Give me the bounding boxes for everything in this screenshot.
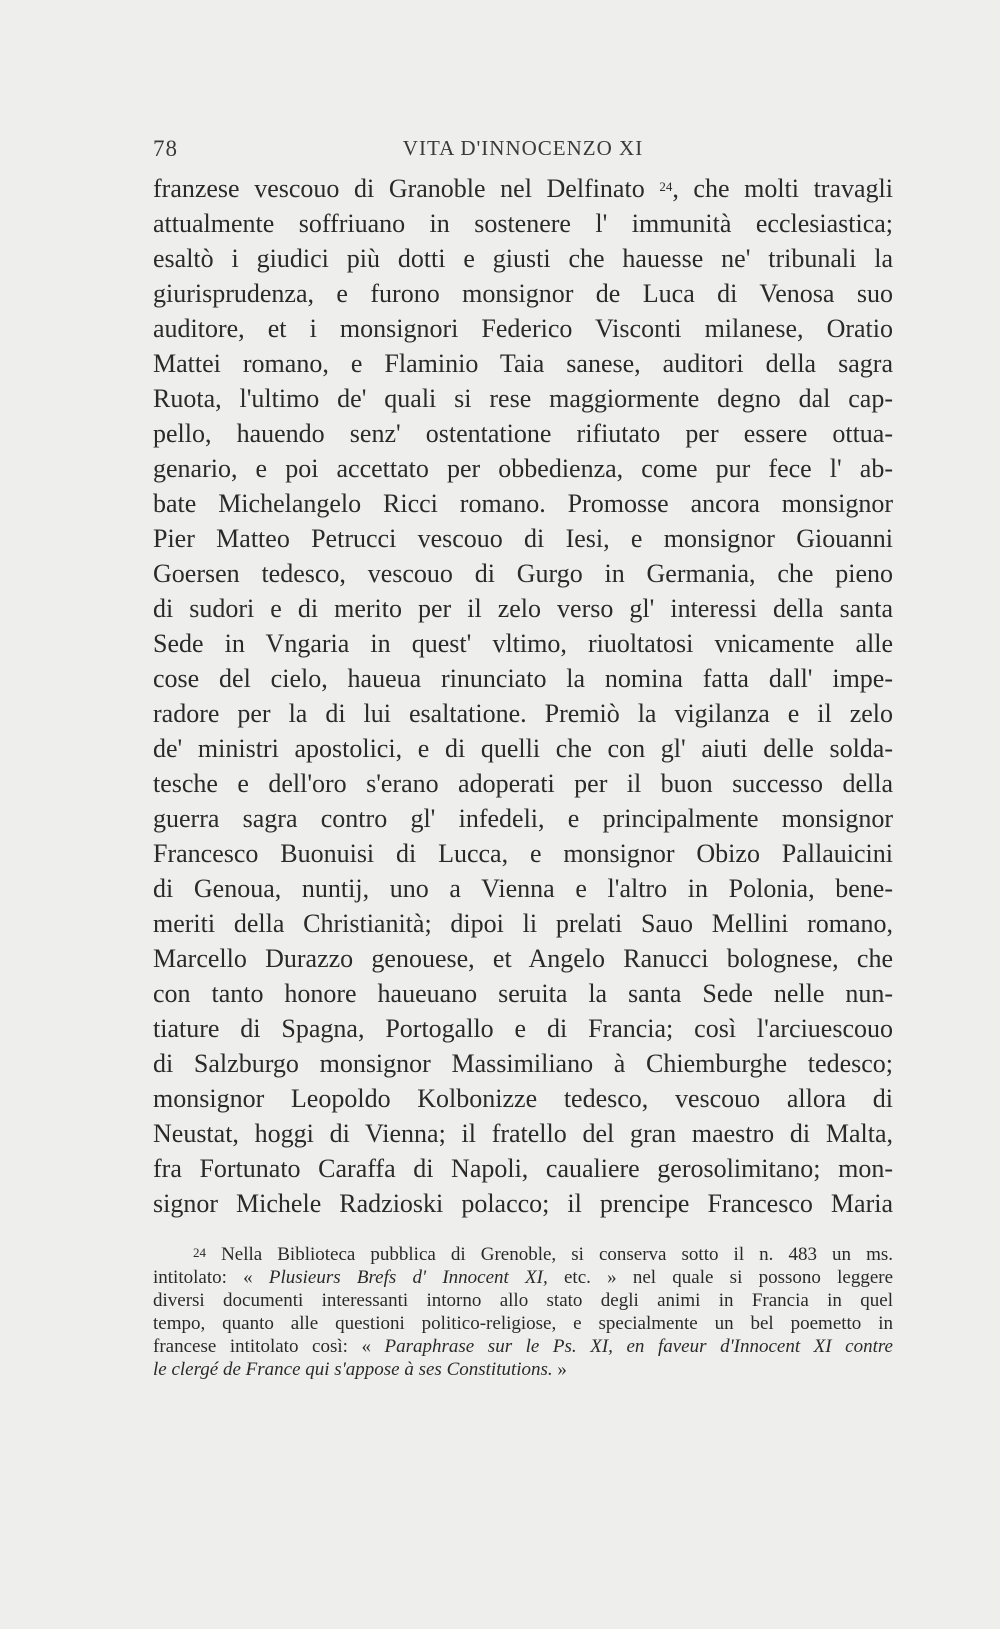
footnote-line [153,1335,893,1358]
text-line: giurisprudenza, e furono monsignor de Luca di Venosa suo [153,279,893,308]
text-line: fra Fortunato Caraffa di Napoli, caualiere gerosolimitano; mon- [153,1154,893,1183]
text-line [153,171,893,206]
text-line: signor Michele Radzioski polacco; il prencipe Francesco Maria [153,1189,893,1218]
footnote-title: Paraphrase sur le Ps. XI, en faveur d'Innocent XI contre [384,1336,893,1357]
footnote-text: etc. » nel quale si possono leggere [563,1267,894,1288]
page-number: 78 [153,136,178,161]
footnote-title: le clergé de France qui s'appose à ses Constitutions. [153,1359,553,1380]
footnote-number: 24 [193,1245,206,1260]
text-line: di Genoua, nuntij, uno a Vienna e l'altro in Polonia, bene- [153,874,893,903]
text-line: Marcello Durazzo genouese, et Angelo Ranucci bolognese, che [153,944,893,973]
text-line: Pier Matteo Petrucci vescouo di Iesi, e monsignor Giouanni [153,524,893,553]
footnotes [153,1243,893,1381]
text-line: guerra sagra contro gl' infedeli, e principalmente monsignor [153,804,893,833]
footnote-text: » [557,1359,567,1380]
text-line: Goersen tedesco, vescouo di Gurgo in Germania, che pieno [153,559,893,588]
text-line: Francesco Buonuisi di Lucca, e monsignor Obizo Pallauicini [153,839,893,868]
text-line-content: , che molti travagli [672,174,893,203]
footnote-line: tempo, quanto alle questioni politico-religiose, e specialmente un bel poemetto in [153,1313,893,1334]
footnote-text: Nella Biblioteca pubblica di Grenoble, si conserva sotto il n. 483 un ms. [221,1244,893,1265]
text-line: genario, e poi accettato per obbedienza, come pur fece l' ab- [153,454,893,483]
text-line: de' ministri apostolici, e di quelli che con gl' aiuti delle solda- [153,734,893,763]
text-line: Neustat, hoggi di Vienna; il fratello del gran maestro di Malta, [153,1119,893,1148]
text-line: bate Michelangelo Ricci romano. Promosse ancora monsignor [153,489,893,518]
text-line: Ruota, l'ultimo de' quali si rese maggiormente degno dal cap- [153,384,893,413]
text-line: pello, hauendo senz' ostentatione rifiutato per essere ottua- [153,419,893,448]
text-line: cose del cielo, haueua rinunciato la nomina fatta dall' impe- [153,664,893,693]
footnote-line [153,1266,893,1289]
text-line: radore per la di lui esaltatione. Premiò la vigilanza e il zelo [153,699,893,728]
text-line: di sudori e di merito per il zelo verso gl' interessi della santa [153,594,893,623]
text-line: esaltò i giudici più dotti e giusti che hauesse ne' tribunali la [153,244,893,273]
text-line: di Salzburgo monsignor Massimiliano à Chiemburghe tedesco; [153,1049,893,1078]
text-line: Mattei romano, e Flaminio Taia sanese, auditori della sagra [153,349,893,378]
text-line: Sede in Vngaria in quest' vltimo, riuoltatosi vnicamente alle [153,629,893,658]
footnote-ref: 24 [659,179,673,194]
footnote-title: Plusieurs Brefs d' Innocent XI, [268,1267,548,1288]
footnote-line [153,1358,893,1381]
text-line: auditore, et i monsignori Federico Visconti milanese, Oratio [153,314,893,343]
footnote-text: intitolato: « [153,1267,253,1288]
text-line: con tanto honore haueuano seruita la santa Sede nelle nun- [153,979,893,1008]
footnote-line [153,1243,893,1266]
text-line-content: franzese vescouo di Granoble nel Delfinato [153,174,645,203]
footnote-line: diversi documenti interessanti intorno allo stato degli animi in Francia in quel [153,1290,893,1311]
body-text [153,171,893,1221]
text-line: tesche e dell'oro s'erano adoperati per il buon successo della [153,769,893,798]
text-line: monsignor Leopoldo Kolbonizze tedesco, vescouo allora di [153,1084,893,1113]
text-line: attualmente soffriuano in sostenere l' immunità ecclesiastica; [153,209,893,238]
text-line: tiature di Spagna, Portogallo e di Francia; così l'arciuescouo [153,1014,893,1043]
text-line: meriti della Christianità; dipoi li prelati Sauo Mellini romano, [153,909,893,938]
running-head: VITA D'INNOCENZO XI [402,136,644,160]
footnote-text: francese intitolato così: « [153,1336,371,1357]
